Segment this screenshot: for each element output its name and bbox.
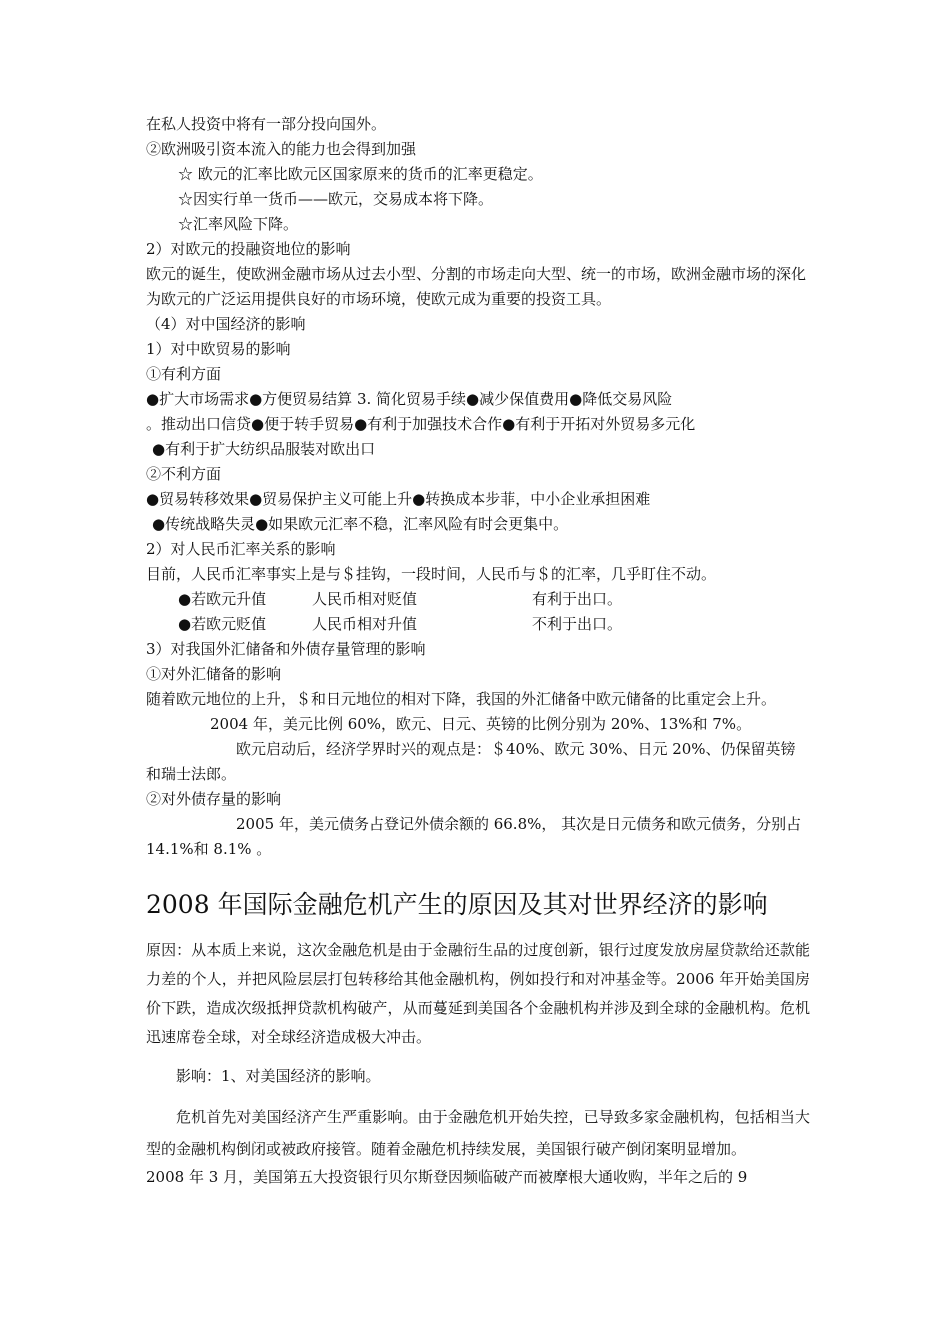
text-line: ②不利方面: [146, 465, 222, 483]
exchange-row: [146, 587, 810, 612]
bullet-line: ●扩大市场需求●方便贸易结算 3. 简化贸易手续●减少保值费用●降低交易风险: [146, 390, 673, 408]
paragraph: 随着欧元地位的上升，＄和日元地位的相对下降，我国的外汇储备中欧元储备的比重定会上升。: [146, 690, 777, 708]
cause-paragraph: 原因：从本质上来说，这次金融危机是由于金融衍生品的过度创新，银行过度发放房屋贷款给还款能力差的个人，并把风险层层打包转移给其他金融机构，例如投行和对冲基金等。2006 年开始美国房价下跌，造成次级抵押贷款机构破产，从而蔓延到美国各个金融机构并涉及到全球的金融机构。危机迅速席卷全球，对全球经济造成极大冲击。: [146, 941, 810, 1046]
star-item: ☆汇率风险下降。: [178, 215, 299, 233]
subheading: 2）对人民币汇率关系的影响: [146, 540, 336, 558]
event-paragraph: 2008 年 3 月，美国第五大投资银行贝尔斯登因频临破产而被摩根大通收购，半年之后的 9: [146, 1168, 748, 1186]
exchange-case: ●若欧元升值: [178, 590, 267, 608]
bullet-line: ●传统战略失灵●如果欧元汇率不稳，汇率风险有时会更集中。: [152, 515, 569, 533]
section-title: 2008 年国际金融危机产生的原因及其对世界经济的影响: [146, 890, 768, 919]
text-line: ①对外汇储备的影响: [146, 665, 282, 683]
statistics-line: 2004 年，美元比例 60%，欧元、日元、英镑的比例分别为 20%、13%和 7%。: [210, 715, 752, 733]
impact-paragraph: 危机首先对美国经济产生严重影响。由于金融危机开始失控，已导致多家金融机构，包括相当大型的金融机构倒闭或被政府接管。随着金融危机持续发展，美国银行破产倒闭案明显增加。: [146, 1108, 810, 1158]
spacer: [146, 1091, 810, 1101]
text-line: ①有利方面: [146, 365, 222, 383]
exchange-effect: 人民币相对升值: [312, 615, 418, 633]
exchange-result: 不利于出口。: [532, 615, 623, 633]
star-item: ☆ 欧元的汇率比欧元区国家原来的货币的汇率更稳定。: [178, 165, 543, 183]
subheading: 2）对欧元的投融资地位的影响: [146, 240, 351, 258]
text-line: ②欧洲吸引资本流入的能力也会得到加强: [146, 140, 417, 158]
bullet-line: 。推动出口信贷●便于转手贸易●有利于加强技术合作●有利于开拓对外贸易多元化: [146, 415, 696, 433]
document-page: [146, 112, 810, 1190]
exchange-case: ●若欧元贬值: [178, 615, 267, 633]
bullet-line: ●贸易转移效果●贸易保护主义可能上升●转换成本步菲，中小企业承担困难: [146, 490, 651, 508]
subheading: 3）对我国外汇储备和外债存量管理的影响: [146, 640, 426, 658]
statistics-paragraph: 欧元启动后，经济学界时兴的观点是：＄40%、欧元 30%、日元 20%、仍保留英镑和瑞士法郎。: [146, 740, 796, 783]
statistics-paragraph: 2005 年，美元债务占登记外债余额的 66.8%， 其次是日元债务和欧元债务，分别占 14.1%和 8.1% 。: [146, 815, 802, 858]
spacer: [146, 1052, 810, 1062]
text-line: ②对外债存量的影响: [146, 790, 282, 808]
impact-heading: 影响：1、对美国经济的影响。: [176, 1067, 381, 1085]
text-line: 目前，人民币汇率事实上是与＄挂钩，一段时间，人民币与＄的汇率，几乎盯住不动。: [146, 565, 717, 583]
text-line: 在私人投资中将有一部分投向国外。: [146, 115, 387, 133]
exchange-effect: 人民币相对贬值: [312, 590, 418, 608]
paragraph: 欧元的诞生，使欧洲金融市场从过去小型、分割的市场走向大型、统一的市场，欧洲金融市场的深化为欧元的广泛运用提供良好的市场环境，使欧元成为重要的投资工具。: [146, 265, 807, 308]
subheading: 1）对中欧贸易的影响: [146, 340, 291, 358]
bullet-line: ●有利于扩大纺织品服装对欧出口: [152, 440, 376, 458]
exchange-result: 有利于出口。: [532, 590, 623, 608]
exchange-row: [146, 612, 810, 637]
star-item: ☆因实行单一货币——欧元，交易成本将下降。: [178, 190, 494, 208]
subheading: （4）对中国经济的影响: [146, 315, 306, 333]
